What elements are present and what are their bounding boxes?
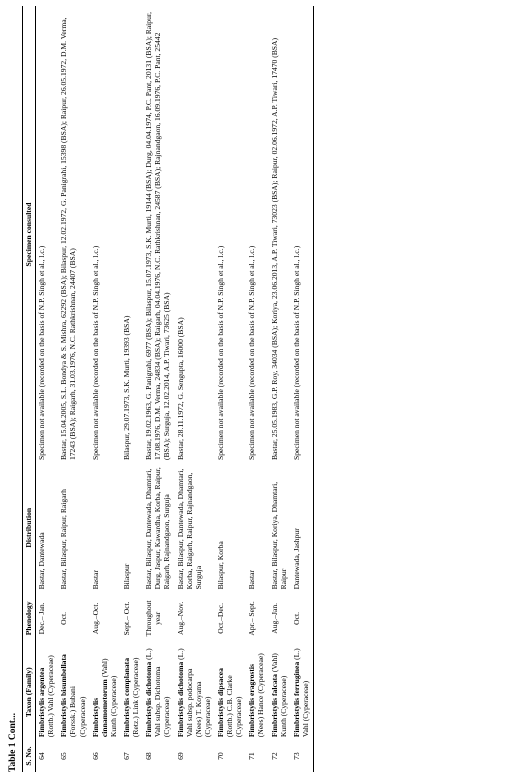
- taxon-name: Fimbristylis argentea: [37, 667, 47, 738]
- cell-distribution: Dantewada, Jashpur: [291, 463, 314, 592]
- header-distribution: Distribution: [23, 463, 36, 592]
- cell-sno: 73: [291, 740, 314, 772]
- taxon-author: (Vahl) Kunth (Cyperaceae): [269, 653, 288, 738]
- cell-sno: 71: [247, 752, 257, 760]
- taxon-name: Fimbristylis bisumbellata: [59, 654, 69, 738]
- table-row: [175, 6, 215, 772]
- cell-distribution: Bastar: [247, 570, 257, 590]
- taxon-name: Fimbristylis ferruginea: [291, 661, 301, 738]
- header-sno: S. No.: [23, 740, 36, 772]
- cell-specimen: Specimen not available (recorded on the basis of N.P. Singh et al., l.c.): [90, 245, 100, 461]
- taxon-author: (L.) Vahl (Cyperaceae): [291, 648, 310, 738]
- cell-taxon: [246, 644, 268, 740]
- cell-distribution: Bastar, Bilaspur, Dantewada, Dhamtari, Korba, Raigarh, Raipur, Rajnandgaon, Surguja: [175, 468, 203, 590]
- cell-phenology: Aug.–Jan.: [269, 602, 279, 634]
- cell-distribution: Bilaspur, Korba: [215, 541, 225, 590]
- cell-taxon: [291, 644, 314, 740]
- cell-taxon: [175, 644, 215, 740]
- cell-sno: 64: [37, 752, 47, 760]
- table-row: [36, 6, 59, 772]
- cell-phenology: Throughout year: [144, 600, 163, 637]
- table-row: [143, 6, 174, 772]
- cell-distribution: Bastar, Bilaspur, Dantewada, Dhamtari, Durg, Jaspur, Kawardha, Korba, Raipur, Raigarh, Rajnandgaon, Surguja: [144, 467, 172, 590]
- taxon-author: (Nees) Hance (Cyperaceae): [256, 653, 266, 738]
- cell-sno: 66: [90, 752, 100, 760]
- taxon-name: Fimbristylis dichotoma: [144, 661, 154, 738]
- cell-taxon: [90, 644, 121, 740]
- cell-sno: 65: [59, 752, 69, 760]
- cell-distribution: Bilaspur: [121, 563, 131, 590]
- taxon-author: (Forssk.) Bubani (Cyperaceae): [68, 686, 87, 738]
- cell-phenology: Dec.– Jan.: [37, 602, 47, 635]
- header-taxon: Taxon (Family): [23, 644, 36, 740]
- taxon-name: Fimbristylis cinnamometorum: [90, 679, 109, 738]
- cell-phenology: Aug.–Oct.: [90, 602, 100, 635]
- table-row: [246, 6, 268, 772]
- cell-sno: 70: [215, 752, 225, 760]
- cell-distribution: Bastar, Dantewada: [37, 532, 47, 590]
- cell-taxon: [143, 644, 174, 740]
- cell-specimen: Bilaspur, 29.07.1973, S.K. Murti, 19393 (BSA): [121, 315, 131, 461]
- table-row: [90, 6, 121, 772]
- cell-phenology: Oct.–Dec.: [215, 602, 225, 634]
- taxon-author: (L.) Vahl subsp. Dichotoma (Cyperaceae): [144, 648, 172, 738]
- cell-specimen: Bastar, 15.04.2005, S.L. Bondya & S. Mishra, 62292 (BSA); Bilaspur, 12.02.1972, G. Panigrahi, 15398 (BSA); Raipur, 26.05.1972, D.M. Verma, 17243 (BSA); Raigarh, 31.03.1976, N.C. Rathkrishnan, 24407 (BSA): [59, 17, 78, 461]
- table-row: [291, 6, 314, 772]
- taxon-name: Fimbristylis complanata: [121, 658, 131, 738]
- taxon-name: Fimbristylis dichotoma: [175, 661, 185, 738]
- table-row: [58, 6, 89, 772]
- cell-sno: 69: [175, 752, 185, 760]
- cell-specimen: Specimen not available (recorded on the basis of N.P. Singh et al., l.c.): [37, 245, 47, 461]
- cell-specimen: Bastar, 19.02.1963, G. Panigrahi, 6977 (BSA); Bilaspur, 15.07.1973, S.K. Murti, 19144 (BSA); Durg, 04.04.1974, P.C. Pant, 20131 (BSA); Raipur, 17.08.1976, D.M. Verma, 24834 (BSA); Raigarh, 04.04.1976, N.C. Rathkrishnan, 24587 (BSA); Rajnandgaon, 16.09.1976, P.C. Pant, 25442 (BSA); Surguja, 12.02.2014, A.P. Tiwari, 73625 (BSA): [144, 11, 172, 461]
- header-phenology: Phenology: [23, 592, 36, 644]
- cell-taxon: [269, 644, 291, 740]
- cell-distribution: Bastar: [90, 570, 100, 590]
- cell-sno: 67: [121, 752, 131, 760]
- cell-taxon: [121, 644, 143, 740]
- table-caption: Table 1 Cont...: [8, 712, 18, 772]
- cell-phenology: Sept.– Oct.: [121, 601, 131, 636]
- taxon-name: Fimbristylis falcata: [269, 674, 279, 738]
- cell-phenology: Oct.: [59, 611, 69, 625]
- cell-phenology: Oct.: [291, 592, 314, 644]
- cell-distribution: Bastar, Bilaspur, Raipur, Raigarh: [59, 489, 69, 590]
- taxon-author: (Retz.) Link (Cyperaceae): [131, 657, 141, 738]
- taxon-author: (L.) Vahl subsp. podocarpa (Nees) T. Koyama (Cyperaceae): [175, 648, 212, 738]
- species-table: [22, 6, 314, 772]
- cell-specimen: Specimen not available (recorded on the basis of N.P. Singh et al., l.c.): [215, 245, 225, 461]
- table-row: [215, 6, 246, 772]
- cell-specimen: Specimen not available (recorded on the basis of N.P. Singh et al., l.c.): [247, 245, 257, 461]
- cell-specimen: Bastar, 25.05.1983, G.P. Roy, 34034 (BSA); Koriya, 23.06.2013, A.P. Tiwari, 73023 (BSA); Raipur, 02.06.1972, A.P. Tiwari, 17470 (BSA): [269, 37, 279, 461]
- cell-taxon: [58, 644, 89, 740]
- table-row: [269, 6, 291, 772]
- cell-sno: 72: [269, 752, 279, 760]
- cell-phenology: Aug.–Nov.: [175, 601, 185, 636]
- table-row: [121, 6, 143, 772]
- cell-specimen: Bastar, 28.11.1972, G. Sengupta, 16000 (BSA): [175, 317, 185, 461]
- taxon-author: (Vahl) Kunth (Cyperaceae): [99, 658, 118, 738]
- cell-specimen: Specimen not available (recorded on the basis of N.P. Singh et al., l.c.): [291, 6, 314, 463]
- cell-taxon: [215, 644, 246, 740]
- taxon-author: (Rottb.) Vahl (Cyperaceae): [46, 655, 56, 738]
- cell-sno: 68: [144, 752, 154, 760]
- cell-phenology: Apr.– Sept.: [247, 601, 257, 636]
- header-specimen: Specimen consulted: [23, 6, 36, 463]
- cell-distribution: Bastar, Bilaspur, Koriya, Dhamtari, Raipur: [269, 481, 288, 590]
- taxon-name: Fimbristylis dipsacea: [215, 668, 225, 738]
- taxon-name: Fimbristylis eragrostis: [247, 664, 257, 738]
- table-header-row: [23, 6, 36, 772]
- cell-taxon: [36, 644, 59, 740]
- taxon-author: (Rottb.) C.B. Clarke (Cyperaceae): [225, 675, 244, 738]
